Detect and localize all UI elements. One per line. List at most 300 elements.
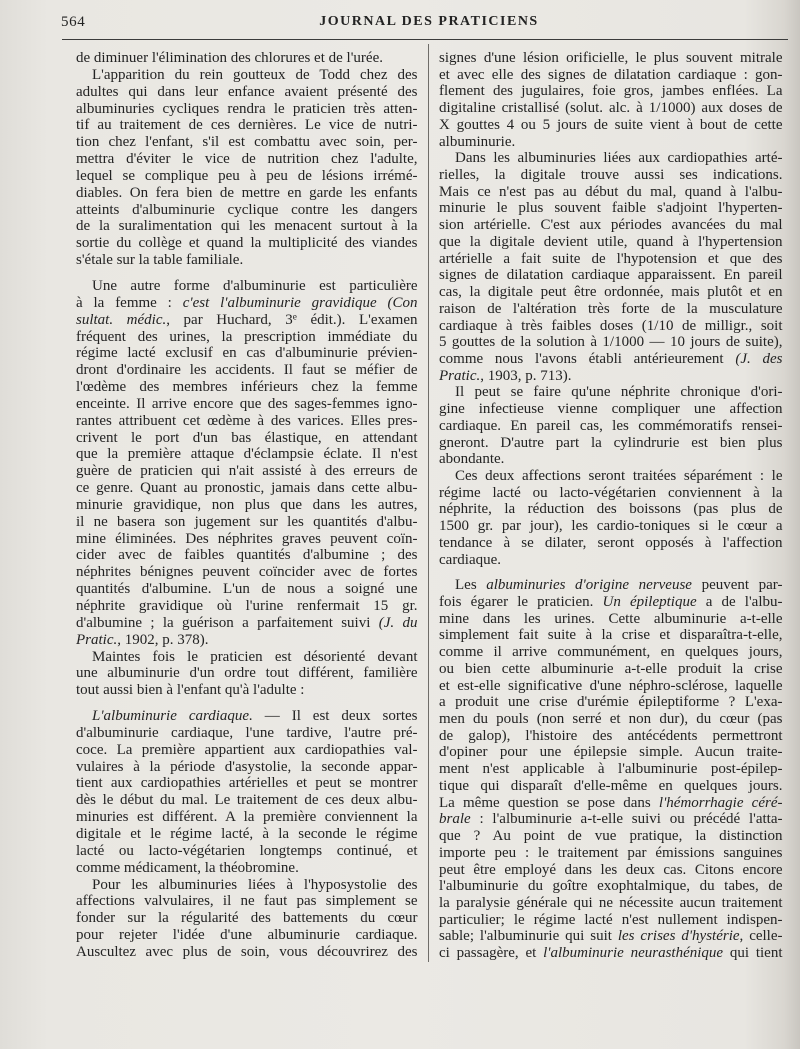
text-run: de la suralimentation qui les menacent surtout à la — [76, 218, 418, 235]
text-line — [439, 134, 783, 151]
paragraph — [439, 50, 783, 150]
line-text — [439, 594, 783, 611]
line-text — [76, 598, 418, 615]
line-text — [455, 577, 783, 594]
text-run: , 1902, p. 378). — [117, 631, 209, 648]
line-text — [439, 167, 783, 184]
text-run: fonder sur la régularité des battements du cœur — [76, 910, 418, 927]
text-run: de diminuer l'élimination des chlorures et de l'urée. — [76, 50, 383, 66]
text-line — [76, 218, 418, 235]
line-text — [76, 944, 418, 961]
line-text — [92, 708, 418, 725]
line-text — [76, 202, 418, 219]
text-run: d'albuminurie cardiaque, l'une tardive, l'autre pré- — [76, 724, 418, 741]
text-line — [76, 860, 418, 877]
line-text — [76, 295, 418, 312]
text-line — [76, 134, 418, 151]
line-text — [76, 682, 304, 699]
line-text — [92, 278, 418, 295]
italic-run: Pratic. — [439, 367, 481, 384]
text-run: raison de l'altération très forte de la musculature — [439, 300, 783, 317]
text-line — [76, 185, 418, 202]
text-run: abondante. — [439, 451, 505, 468]
line-text — [439, 661, 783, 678]
text-run: pour rejeter l'idée d'une albuminurie cardiaque. — [76, 927, 418, 944]
line-text — [439, 694, 783, 711]
line-text — [439, 611, 783, 628]
line-text — [439, 811, 783, 828]
text-run: fréquent des urines, la prescription immédiate du — [76, 328, 418, 345]
line-text — [439, 318, 783, 335]
text-run: gine infectieuse vienne compliquer une affection — [439, 401, 783, 418]
text-line — [439, 728, 783, 745]
line-text — [439, 267, 783, 284]
text-run: minurie le plus souvent faible s'adjoint l'hyperten- — [439, 200, 783, 217]
paragraph — [76, 67, 418, 269]
paragraph — [76, 278, 418, 649]
italic-run: L'albuminurie cardiaque. — [92, 708, 253, 725]
line-text — [439, 644, 783, 661]
paragraph — [439, 468, 783, 568]
text-run: Maintes fois le praticien est désorienté devant — [92, 648, 418, 665]
text-line — [76, 252, 418, 269]
text-line — [76, 497, 418, 514]
line-text — [76, 396, 418, 413]
paragraph — [76, 877, 418, 961]
text-line — [76, 312, 418, 329]
text-run: que la digitale devient utile, quand à l'hypertension — [439, 233, 783, 250]
text-line — [439, 284, 783, 301]
text-line — [439, 451, 783, 468]
line-text — [439, 234, 783, 251]
superscript: e — [292, 312, 297, 323]
text-run: signes d'une lésion orificielle, le plus souvent mitrale — [439, 50, 783, 66]
text-line — [439, 351, 783, 368]
line-text — [439, 744, 783, 761]
line-text — [439, 301, 783, 318]
text-line — [439, 828, 783, 845]
text-line — [76, 67, 418, 84]
text-line — [439, 912, 783, 929]
column-rule — [428, 44, 429, 962]
line-text — [76, 826, 418, 843]
text-line — [76, 413, 418, 430]
line-text — [76, 547, 418, 564]
text-line — [76, 615, 418, 632]
line-text — [76, 759, 418, 776]
text-run: enceinte. Il arrive encore que des sages-femmes igno- — [76, 395, 418, 412]
text-run: sable; l'albuminurie qui suit — [439, 928, 618, 945]
text-line — [76, 278, 418, 295]
text-run: 1500 gr. par jour), les cardio-toniques si le cœur a — [439, 518, 783, 535]
line-text — [439, 845, 783, 862]
line-text — [439, 895, 783, 912]
page-number: 564 — [61, 14, 86, 30]
text-line — [439, 83, 783, 100]
text-run: dront d'ordinaire les accidents. Il faut se méfier de — [76, 362, 418, 379]
line-text — [439, 711, 783, 728]
text-line — [76, 708, 418, 725]
text-line — [76, 792, 418, 809]
text-run: néphrites bénignes peuvent coïncider avec de fortes — [76, 564, 418, 581]
text-run: lacté ou lacto-végétarien longtemps continué, et — [76, 842, 418, 859]
text-line — [439, 761, 783, 778]
text-run: néphrite gravidique où l'urine renfermait 15 gr. — [76, 598, 418, 614]
line-text — [439, 83, 783, 100]
line-text — [76, 185, 418, 202]
text-run: que la première attaque d'éclampsie éclate. Il n'est — [76, 446, 418, 463]
text-line — [439, 318, 783, 335]
line-text — [92, 877, 418, 894]
line-text — [76, 809, 418, 826]
text-run: rielles, la digitale trouve aussi ses indications. — [439, 167, 783, 184]
line-text — [455, 384, 783, 401]
text-run: régime lacté ou lacto-végétarien conviennent à la — [439, 484, 783, 501]
text-line — [76, 101, 418, 118]
line-text — [76, 235, 418, 252]
text-run: Une autre forme d'albuminurie est particulière — [92, 277, 418, 294]
line-text — [439, 728, 783, 745]
text-run: cardiaque. En pareil cas, les commémoratifs rensei- — [439, 417, 783, 434]
text-run: , par Huchard, 3 — [166, 311, 293, 328]
text-line — [76, 944, 418, 961]
text-run: albuminurie. — [439, 133, 516, 150]
text-line — [439, 811, 783, 828]
text-line — [76, 430, 418, 447]
line-text — [439, 435, 783, 452]
text-run: cas, la digitale peut être ordonnée, mais plutôt et en — [439, 284, 783, 301]
text-run: digitale et le régime lacté, à la seconde le régime — [76, 825, 418, 842]
text-line — [439, 485, 783, 502]
paragraph — [76, 50, 418, 67]
text-run: peut être employé dans les deux cas. Citons encore — [439, 861, 783, 878]
line-text — [439, 501, 783, 518]
text-line — [439, 644, 783, 661]
text-run: à la femme : — [76, 294, 183, 311]
text-line — [439, 301, 783, 318]
line-text — [76, 117, 418, 134]
text-line — [76, 665, 418, 682]
text-line — [76, 117, 418, 134]
line-text — [439, 862, 783, 879]
line-text — [439, 778, 783, 795]
text-line — [76, 362, 418, 379]
line-text — [76, 531, 418, 548]
text-run: artérielle a fait suite de l'hypotension et que des — [439, 250, 783, 267]
line-text — [439, 928, 783, 945]
line-text — [439, 217, 783, 234]
text-line — [439, 50, 783, 67]
line-text — [439, 117, 783, 134]
line-text — [455, 150, 783, 167]
text-line — [439, 368, 783, 385]
line-text — [76, 168, 418, 185]
text-run: rantes attribuent cet œdème à des varices. Elles pres- — [76, 412, 418, 429]
text-line — [439, 435, 783, 452]
line-text — [76, 632, 209, 649]
italic-run: albuminuries d'origine nerveuse — [486, 577, 692, 594]
text-run: ci passagère, et — [439, 945, 544, 962]
line-text — [76, 413, 418, 430]
text-run: et avec elle des signes de dilatation cardiaque : gon- — [439, 66, 783, 83]
line-text — [76, 615, 418, 632]
text-run: ce genre. Quant au pronostic, jamais dans cette albu- — [76, 480, 418, 497]
line-text — [76, 725, 418, 742]
line-text — [439, 912, 783, 929]
italic-run: (J. du — [378, 614, 418, 631]
text-run: minuries est différent. A la première conviennent la — [76, 809, 418, 826]
text-line — [439, 117, 783, 134]
line-text — [76, 329, 418, 346]
line-text — [76, 151, 418, 168]
text-run: Les — [455, 577, 487, 594]
text-run: guère de praticien qui n'ait assisté à des erreurs de — [76, 463, 418, 480]
text-line — [76, 329, 418, 346]
line-text — [439, 418, 783, 435]
italic-run: (J. des — [735, 350, 783, 367]
text-line — [76, 463, 418, 480]
line-text — [76, 50, 383, 67]
text-line — [76, 50, 418, 67]
journal-title: JOURNAL DES PRATICIENS — [319, 14, 539, 29]
text-run: une albuminurie d'un ordre tout différent, familière — [76, 665, 418, 682]
text-line — [439, 945, 783, 962]
text-line — [439, 862, 783, 879]
text-line — [76, 235, 418, 252]
text-run: coce. La première appartient aux cardiopathies val- — [76, 741, 418, 758]
text-line — [76, 775, 418, 792]
text-line — [439, 67, 783, 84]
text-run: mettra d'éviter le vice de nutrition chez l'adulte, — [76, 151, 418, 168]
text-run: gneront. D'autre part la cylindrurie est bien plus — [439, 434, 783, 451]
text-run: : l'albuminurie a-t-elle suivi ou précédé l'atta- — [470, 811, 783, 828]
text-line — [439, 184, 783, 201]
text-run: particulier; le régime lacté n'est nullement indispen- — [439, 911, 783, 928]
text-line — [76, 480, 418, 497]
line-text — [439, 284, 783, 301]
paragraph — [76, 708, 418, 876]
line-text — [76, 312, 418, 329]
text-run: crivent le port d'un bas élastique, en attendant — [76, 429, 418, 446]
text-run: et est-elle significative d'une néphro-sclérose, laquelle — [439, 677, 783, 694]
line-text — [439, 518, 783, 535]
text-run: 5 gouttes de la solution à 1/1000 — 10 jours de suite), — [439, 334, 783, 351]
line-text — [439, 485, 783, 502]
text-run: Dans les albuminuries liées aux cardiopathies arté- — [455, 150, 783, 167]
italic-run: Un épileptique — [602, 594, 697, 610]
line-text — [76, 927, 418, 944]
line-text — [439, 251, 783, 268]
text-line — [76, 759, 418, 776]
text-run: lequel se complique peu à peu de lésions irrémé- — [76, 167, 418, 184]
line-text — [439, 552, 501, 569]
text-run: Pour les albuminuries liées à l'hyposystolie des — [92, 876, 418, 893]
line-text — [76, 860, 299, 877]
line-text — [439, 368, 572, 385]
text-line — [439, 895, 783, 912]
paragraph — [439, 384, 783, 468]
text-line — [439, 744, 783, 761]
text-run: atteints d'albuminurie cyclique contre les dangers — [76, 201, 418, 218]
text-run: qui tient — [723, 945, 783, 962]
line-text — [76, 218, 418, 235]
text-run: fois égarer le praticien. — [439, 594, 603, 610]
text-line — [439, 535, 783, 552]
line-text — [76, 665, 418, 682]
text-line — [439, 878, 783, 895]
line-text — [76, 742, 418, 759]
line-text — [76, 134, 418, 151]
line-text — [439, 200, 783, 217]
text-run: mine dans les urines. Cette albuminurie a-t-elle — [439, 610, 783, 627]
text-run: albuminuries cycliques rendra le praticien très atten- — [76, 100, 418, 117]
line-text — [76, 792, 418, 809]
line-text — [439, 184, 783, 201]
text-line — [439, 778, 783, 795]
text-line — [76, 598, 418, 615]
text-run: tient aux cardiopathies artérielles et peut se montrer — [76, 775, 418, 792]
line-text — [76, 463, 418, 480]
text-run: men du pouls (non serré et non dur), du cœur (pas — [439, 711, 783, 728]
line-text — [439, 627, 783, 644]
text-line — [76, 649, 418, 666]
text-run: affections valvulaires, il ne faut pas simplement se — [76, 893, 418, 910]
text-run: édit.). L'examen — [296, 311, 418, 328]
line-text — [76, 514, 418, 531]
text-run: , 1903, p. 713). — [480, 367, 572, 384]
text-run: cardiaque à très faibles doses (1/10 de milligr., soit — [439, 317, 783, 334]
text-run: diables. On fera bien de mettre en garde les enfants — [76, 184, 418, 201]
text-line — [76, 742, 418, 759]
line-text — [76, 497, 418, 514]
text-line — [76, 345, 418, 362]
text-run: comme médicament, la théobromine. — [76, 859, 299, 876]
text-line — [439, 795, 783, 812]
line-text — [439, 795, 783, 812]
text-run: peuvent par- — [691, 577, 783, 594]
line-text — [76, 581, 418, 598]
text-line — [76, 927, 418, 944]
right-column — [439, 50, 783, 962]
text-run: Auscultez avec plus de soin, vous découvrirez des — [76, 943, 418, 960]
line-text — [92, 649, 418, 666]
text-run: tendance à se dilater, seront opposés à l'affection — [439, 534, 783, 551]
text-run: quantités d'albumine. L'un de nous a soigné une — [76, 581, 418, 598]
line-text — [439, 945, 783, 962]
line-text — [439, 351, 783, 368]
text-run: dès le début du mal. Le traitement de ces deux albu- — [76, 792, 418, 809]
text-line — [439, 401, 783, 418]
text-run: minurie gravidique, non plus que dans les autres, — [76, 496, 418, 513]
text-line — [76, 84, 418, 101]
text-run: simplement fait suite à la crise et disparaîtra-t-elle, — [439, 627, 783, 644]
text-section — [439, 577, 783, 962]
text-line — [439, 167, 783, 184]
text-line — [76, 893, 418, 910]
text-run: d'albumine ; la guérison a parfaitement suivi — [76, 614, 379, 631]
text-run: sion artérielle. C'est aux périodes avancées du mal — [439, 217, 783, 234]
line-text — [76, 480, 418, 497]
paragraph — [439, 150, 783, 384]
text-line — [76, 809, 418, 826]
text-line — [439, 552, 783, 569]
italic-run: l'albuminurie neurasthénique — [543, 945, 724, 962]
text-line — [76, 910, 418, 927]
text-line — [439, 267, 783, 284]
text-run: signes de dilatation cardiaque apparaissent. En pareil — [439, 267, 783, 284]
text-line — [76, 725, 418, 742]
line-text — [76, 430, 418, 447]
text-line — [76, 151, 418, 168]
text-line — [76, 514, 418, 531]
text-line — [439, 501, 783, 518]
text-line — [439, 150, 783, 167]
line-text — [76, 345, 418, 362]
text-run: digitaline cristallisé (solut. alc. à 1/1000) aux doses de — [439, 100, 783, 117]
text-run: de galop), l'histoire des antécédents permettront — [439, 727, 783, 744]
text-line — [76, 581, 418, 598]
text-run: d'opiner pour une épilepsie simple. Aucun traite- — [439, 744, 783, 761]
text-run: régime lacté exclusif en cas d'albuminurie prévien- — [76, 345, 418, 362]
italic-run: Pratic. — [76, 631, 118, 648]
text-run: tique qui disparaît d'elle-même en quelques jours. — [439, 777, 783, 794]
line-text — [76, 84, 418, 101]
text-run: comme nous l'avons établi antérieurement — [439, 350, 736, 367]
text-run: cider avec de faibles quantités d'albumine ; des — [76, 547, 418, 564]
italic-run: brale — [439, 811, 471, 828]
text-line — [76, 682, 418, 699]
text-run: l'œdème des membres inférieurs chez la femme — [76, 379, 418, 396]
line-text — [76, 252, 243, 269]
text-line — [439, 217, 783, 234]
text-line — [439, 627, 783, 644]
text-line — [439, 100, 783, 117]
line-text — [439, 451, 504, 468]
line-text — [92, 67, 418, 84]
text-line — [76, 168, 418, 185]
line-text — [76, 446, 418, 463]
text-line — [439, 200, 783, 217]
text-line — [76, 843, 418, 860]
text-line — [439, 251, 783, 268]
text-section — [76, 278, 418, 699]
text-line — [439, 611, 783, 628]
text-run: Il peut se faire qu'une néphrite chronique d'ori- — [455, 384, 783, 401]
text-section — [76, 708, 418, 961]
text-run: ou bien cette albuminurie a-t-elle produit la crise — [439, 660, 783, 677]
italic-run: sultat. médic. — [76, 311, 167, 328]
text-line — [439, 678, 783, 695]
text-run: L'apparition du rein goutteux de Todd chez des — [92, 66, 418, 83]
text-line — [76, 531, 418, 548]
text-run: Mais ce n'est pas au début du mal, quand à l'albu- — [439, 183, 783, 200]
line-text — [76, 101, 418, 118]
line-text — [439, 678, 783, 695]
line-text — [439, 100, 783, 117]
text-run: comme il arrive communément, en quelques jours, — [439, 644, 783, 661]
text-line — [439, 384, 783, 401]
line-text — [439, 535, 783, 552]
text-run: tif au traitement de ces dernières. Le vice de nutri- — [76, 117, 418, 134]
line-text — [439, 761, 783, 778]
text-run: a produit une crise d'urémie épileptiforme ? L'exa- — [439, 694, 783, 711]
text-line — [439, 234, 783, 251]
line-text — [76, 362, 418, 379]
text-run: a de l'albu- — [696, 594, 783, 610]
text-run: s'étale sur la table familiale. — [76, 252, 244, 269]
line-text — [76, 843, 418, 860]
text-run: cardiaque. — [439, 551, 502, 568]
